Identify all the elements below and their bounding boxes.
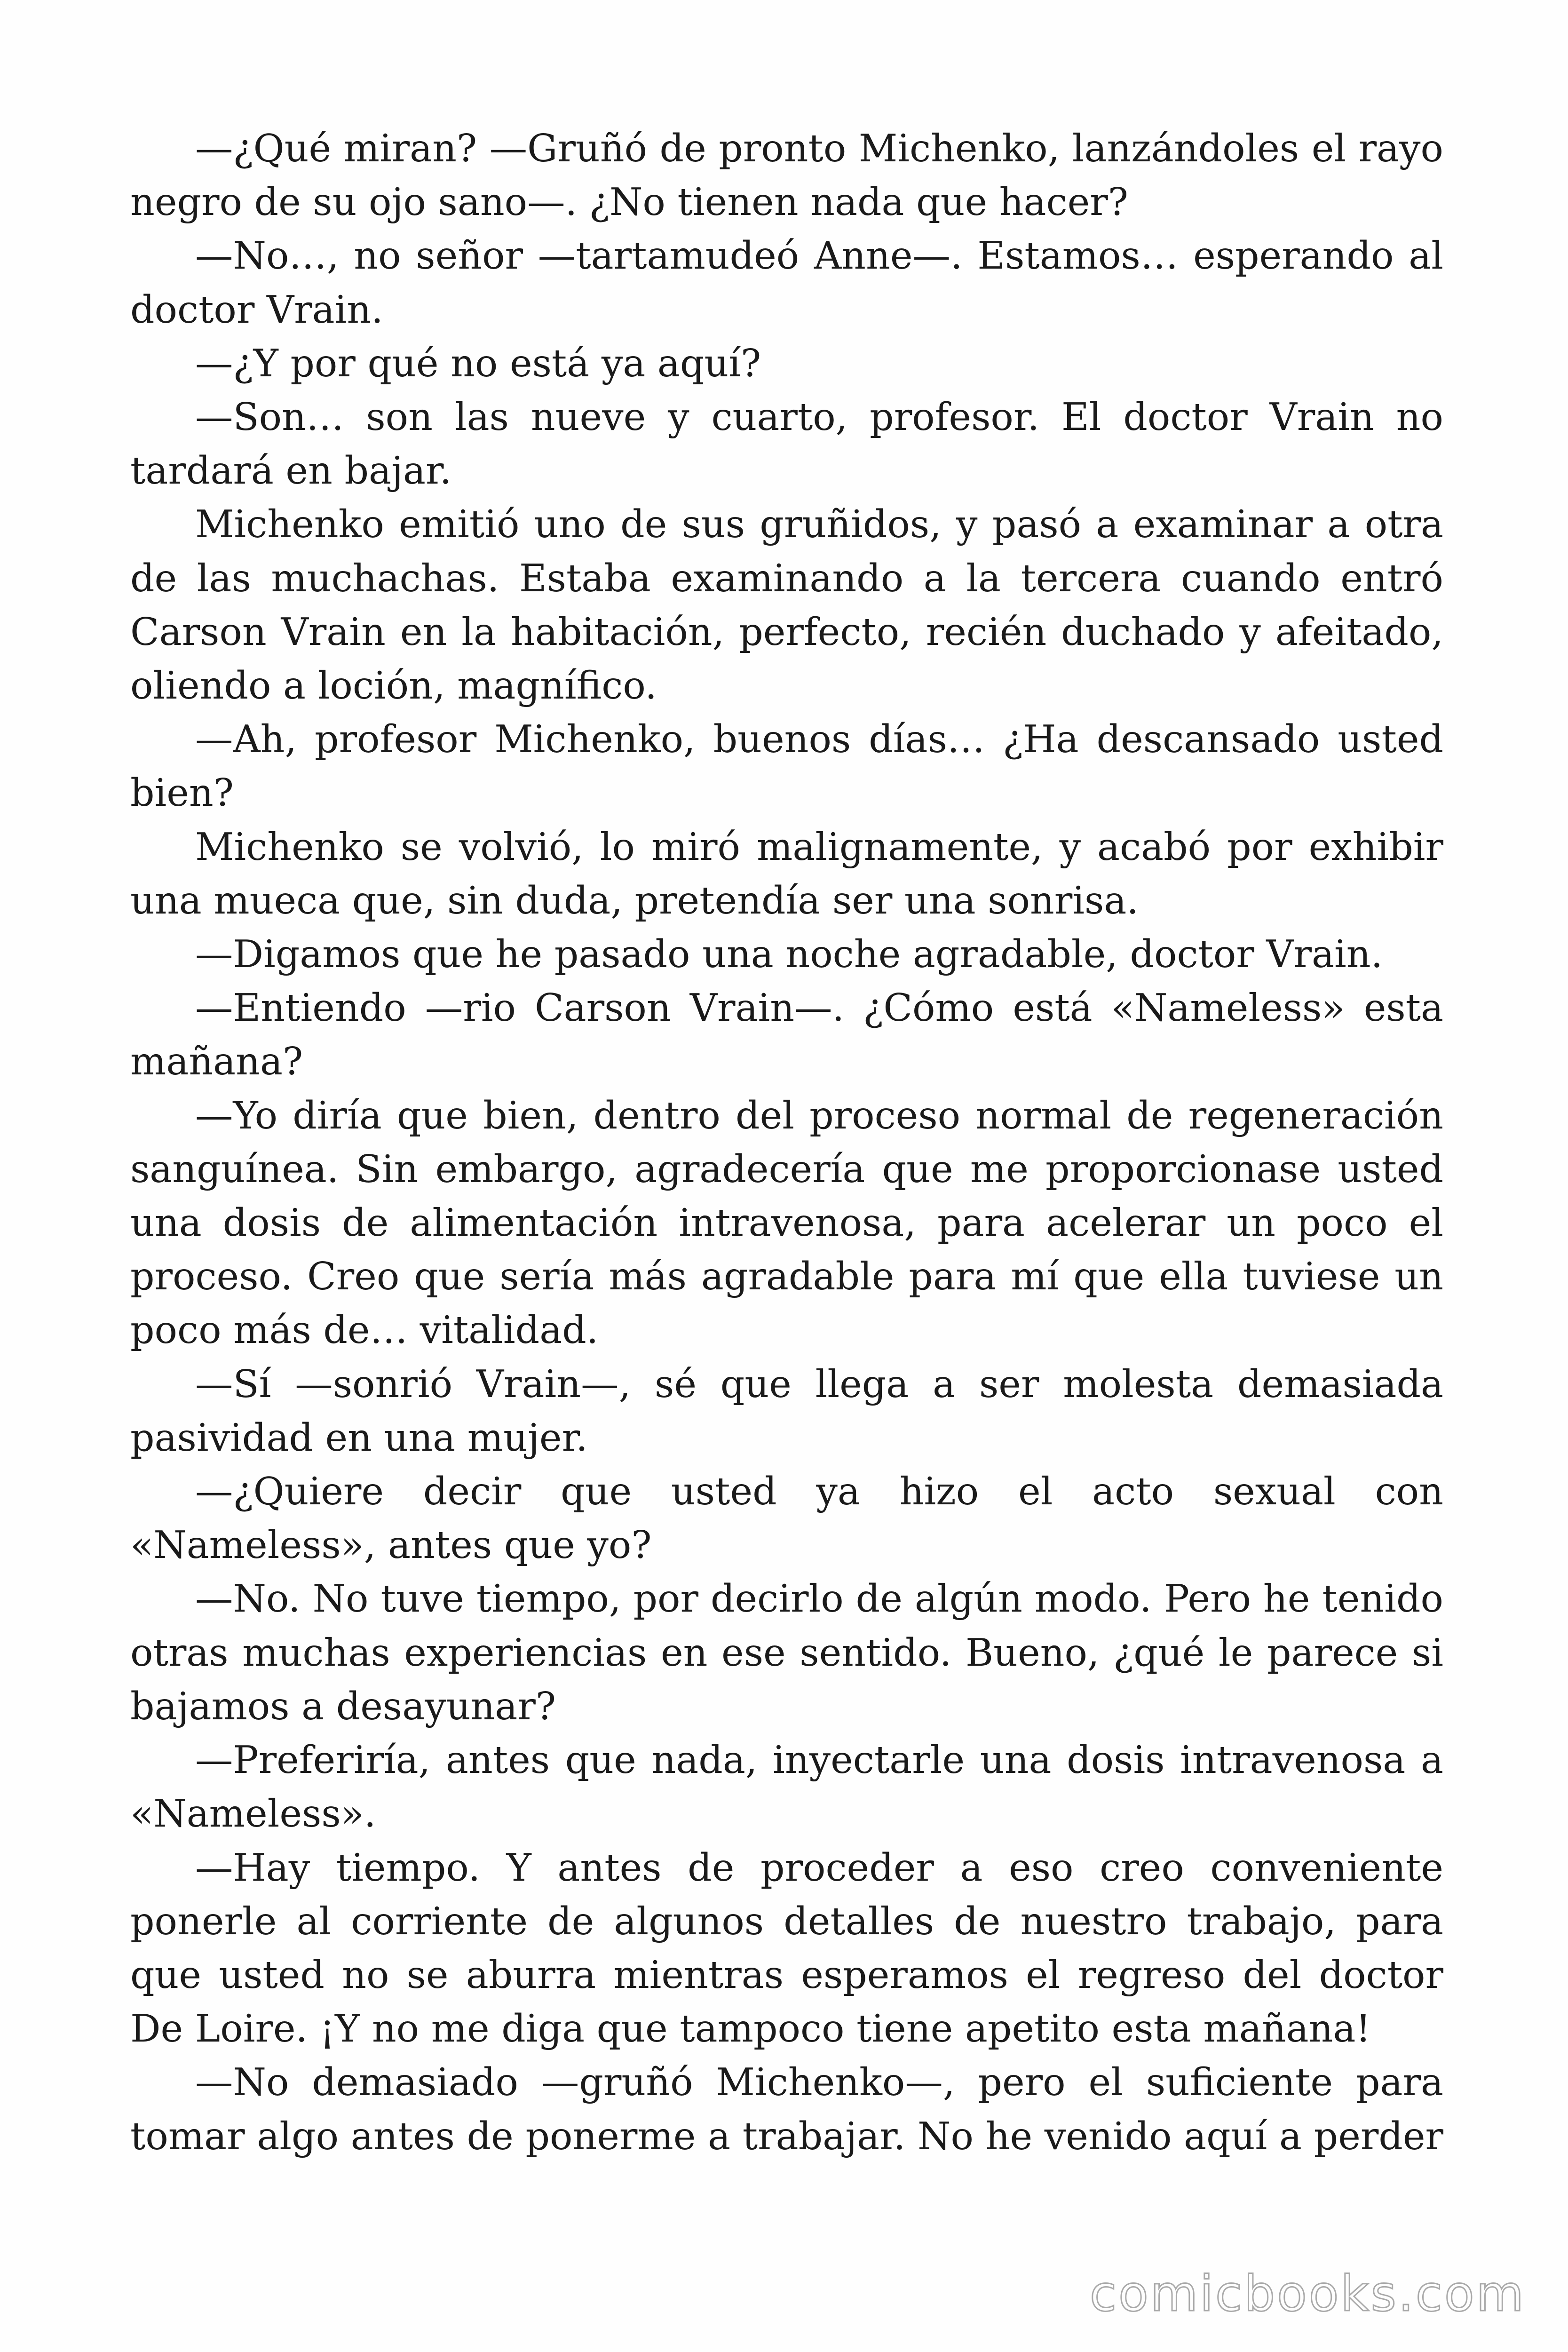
paragraph: —Preferiría, antes que nada, inyectarle una dosis intravenosa a «Nameless». [130,1738,1443,1836]
paragraph: —No. No tuve tiempo, por decirlo de algún modo. Pero he tenido otras muchas experiencias en ese sentido. Bueno, ¿qué le parece si bajamos a desayunar? [130,1576,1443,1728]
paragraph: Michenko se volvió, lo miró malignamente, y acabó por exhibir una mueca que, sin duda, pretendía ser una sonrisa. [130,824,1443,922]
paragraph: —¿Qué miran? —Gruñó de pronto Michenko, lanzándoles el rayo negro de su ojo sano—. ¿No tienen nada que hacer? [130,126,1443,224]
paragraph: —Entiendo —rio Carson Vrain—. ¿Cómo está «Nameless» esta mañana? [130,985,1443,1084]
paragraph: —Sí —sonrió Vrain—, sé que llega a ser molesta demasiada pasividad en una mujer. [130,1361,1443,1460]
paragraph: —Hay tiempo. Y antes de proceder a eso creo conveniente ponerle al corriente de algunos detalles de nuestro trabajo, para que usted no se aburra mientras esperamos el regreso del doctor De Loire. ¡Y no me diga que tampoco tiene apetito esta mañana! [130,1845,1443,2051]
body-text [130,121,1443,2163]
paragraph: —¿Y por qué no está ya aquí? [195,341,761,385]
paragraph: —Digamos que he pasado una noche agradable, doctor Vrain. [195,932,1383,977]
watermark: comicbooks.com [1089,2265,1526,2322]
paragraph: —Ah, profesor Michenko, buenos días… ¿Ha descansado usted bien? [130,717,1443,815]
paragraph: —No…, no señor —tartamudeó Anne—. Estamos… esperando al doctor Vrain. [130,233,1443,332]
paragraph: —¿Quiere decir que usted ya hizo el acto sexual con «Nameless», antes que yo? [130,1469,1443,1567]
paragraph: Michenko emitió uno de sus gruñidos, y pasó a examinar a otra de las muchachas. Estaba examinando a la tercera cuando entró Carson Vrain en la habitación, perfecto, recién duchado y afeitado, oliendo a loción, magnífico. [130,502,1443,708]
paragraph: —Yo diría que bien, dentro del proceso normal de regeneración sanguínea. Sin embargo, agradecería que me proporcionase usted una dosis de alimentación intravenosa, para acelerar un poco el proceso. Creo que sería más agradable para mí que ella tuviese un poco más de… vitalidad. [130,1093,1443,1352]
paragraph: —Son… son las nueve y cuarto, profesor. El doctor Vrain no tardará en bajar. [130,395,1443,493]
paragraph: —No demasiado —gruñó Michenko—, pero el suficiente para tomar algo antes de ponerme a trabajar. No he venido aquí a perder [130,2060,1443,2158]
